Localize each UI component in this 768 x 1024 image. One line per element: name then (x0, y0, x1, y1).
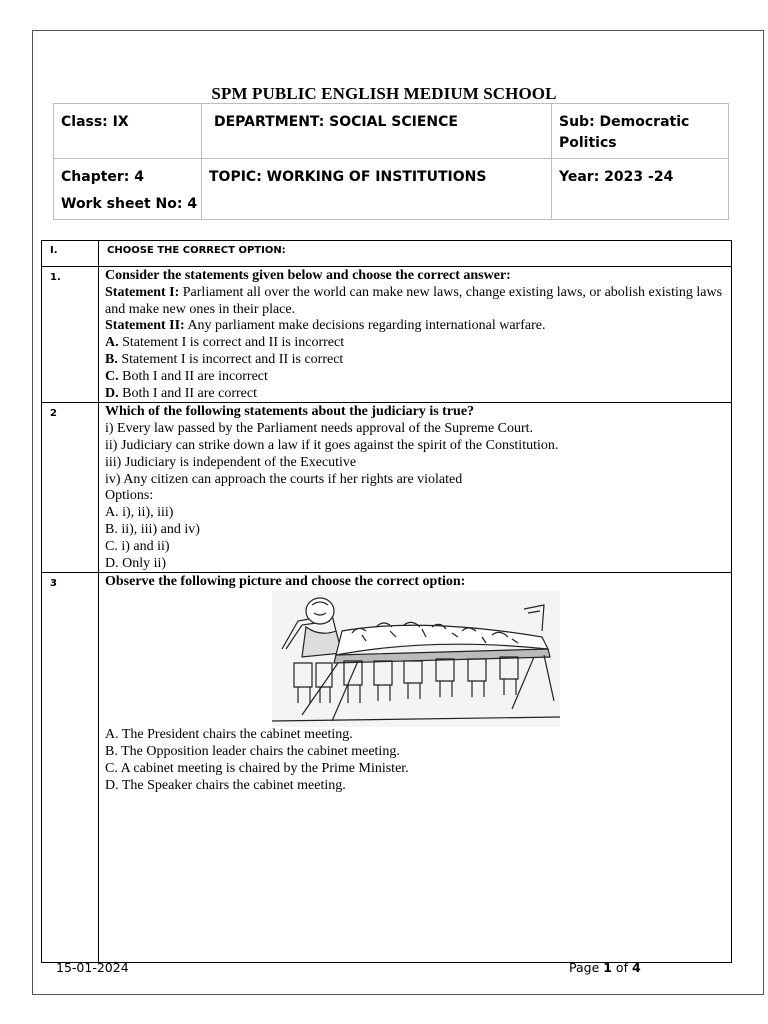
chapter-label: Chapter: 4 (61, 169, 145, 185)
statement-iv: iv) Any citizen can approach the courts if her rights are violated (105, 471, 463, 487)
header-table (53, 103, 729, 220)
question-number: 3 (42, 573, 99, 963)
question-row-1 (42, 267, 732, 403)
statement-ii: ii) Judiciary can strike down a law if it goes against the spirit of the Constitution. (105, 437, 559, 453)
department-cell (202, 104, 552, 159)
question-number: 2 (42, 403, 99, 573)
section-heading: CHOOSE THE CORRECT OPTION: (99, 241, 732, 267)
department-label: DEPARTMENT: SOCIAL SCIENCE (214, 114, 458, 130)
year-cell (552, 159, 729, 220)
question-number: 1. (42, 267, 99, 403)
option-a: A. The President chairs the cabinet meeting. (105, 727, 353, 743)
school-title: SPM PUBLIC ENGLISH MEDIUM SCHOOL (211, 84, 557, 103)
option-b: B. Statement I is incorrect and II is correct (105, 351, 344, 367)
topic-cell (202, 159, 552, 220)
question-row-3 (42, 573, 732, 963)
question-1 (99, 267, 732, 403)
option-c: C. Both I and II are incorrect (105, 368, 268, 384)
question-row-2 (42, 403, 732, 573)
year-label: Year: 2023 -24 (559, 169, 674, 185)
statement-iii: iii) Judiciary is independent of the Executive (105, 454, 357, 470)
option-d: D. Both I and II are correct (105, 385, 257, 401)
question-2 (99, 403, 732, 573)
question-title: Which of the following statements about the judiciary is true? (105, 404, 475, 420)
option-a: A. i), ii), iii) (105, 505, 174, 521)
chapter-cell (54, 159, 202, 220)
statement-1: Statement I: Parliament all over the world can make new laws, change existing laws, or abolish existing laws and make new ones in their place. (105, 284, 723, 317)
question-title: Observe the following picture and choose the correct option: (105, 574, 466, 590)
option-b: B. The Opposition leader chairs the cabinet meeting. (105, 743, 400, 759)
class-label: Class: IX (61, 114, 129, 130)
option-d: D. The Speaker chairs the cabinet meeting. (105, 777, 346, 793)
statement-2: Statement II: Any parliament make decisions regarding international warfare. (105, 318, 546, 334)
section-number: I. (42, 241, 99, 267)
cabinet-cartoon-image (272, 591, 560, 727)
options-label: Options: (105, 488, 154, 504)
statement-i: i) Every law passed by the Parliament needs approval of the Supreme Court. (105, 421, 534, 437)
question-3 (99, 573, 732, 963)
option-b: B. ii), iii) and iv) (105, 521, 200, 537)
subject-label: Sub: Democratic Politics (559, 114, 690, 151)
worksheet-label: Work sheet No: 4 (61, 196, 198, 212)
class-cell (54, 104, 202, 159)
question-table (41, 240, 732, 963)
option-a: A. Statement I is correct and II is incorrect (105, 335, 345, 351)
question-title: Consider the statements given below and choose the correct answer: (105, 268, 511, 283)
option-c: C. i) and ii) (105, 538, 170, 554)
page-number: Page 1 of 4 (569, 960, 641, 975)
option-c: C. A cabinet meeting is chaired by the Prime Minister. (105, 760, 409, 776)
subject-cell (552, 104, 729, 159)
topic-label: TOPIC: WORKING OF INSTITUTIONS (209, 169, 487, 185)
footer-date: 15-01-2024 (56, 960, 129, 975)
option-d: D. Only ii) (105, 555, 167, 571)
